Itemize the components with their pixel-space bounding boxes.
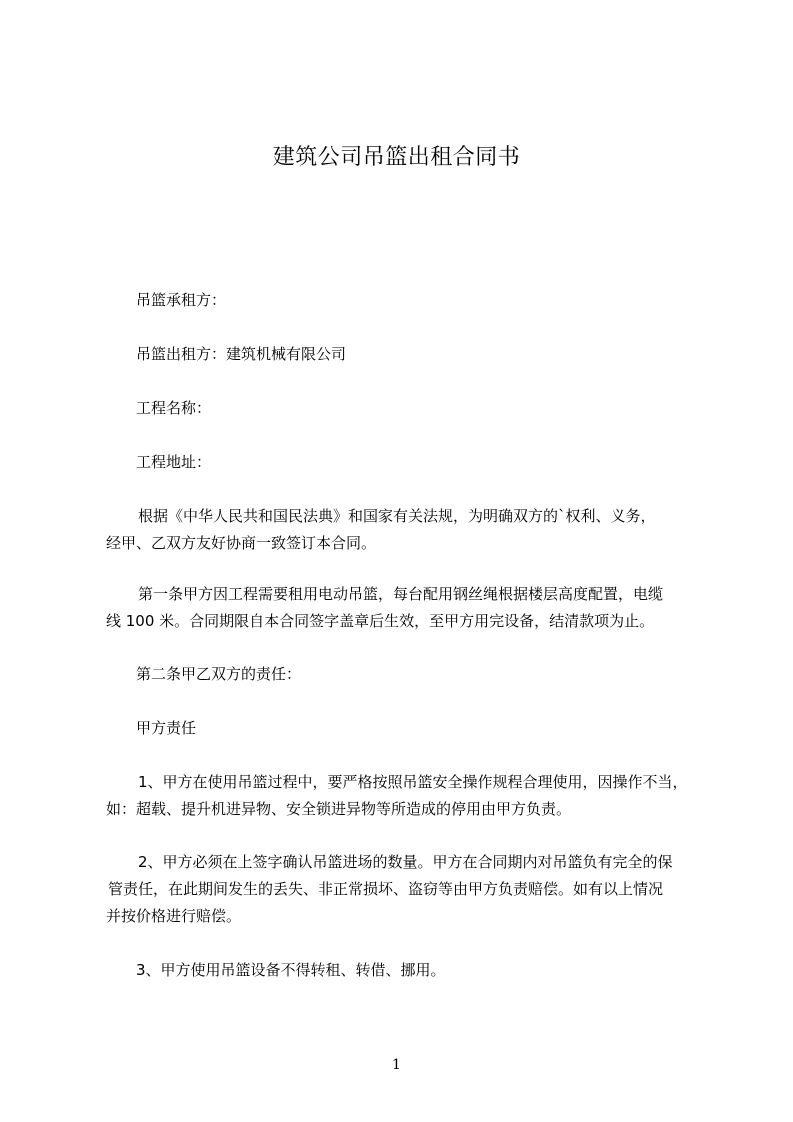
preamble-line-1: 根据《中华人民共和国民法典》和国家有关法规，为明确双方的`权利、义务， [138,507,656,525]
article1-line-2: 线 100 米。合同期限自本合同签字盖章后生效，至甲方用完设备，结清款项为止。 [106,612,655,630]
page-number: 1 [392,1057,401,1073]
party-a-heading: 甲方责任 [136,719,197,737]
item1-line-1: 1、甲方在使用吊篮过程中，要严格按照吊篮安全操作规程合理使用，因操作不当， [138,773,688,791]
item2-line-2: 管责任，在此期间发生的丢失、非正常损坏、盗窃等由甲方负责赔偿。如有以上情况 [108,880,664,898]
preamble-line-2: 经甲、乙双方友好协商一致签订本合同。 [106,534,377,552]
item1-line-2: 如：超载、提升机进异物、安全锁进异物等所造成的停用由甲方负责。 [106,800,572,818]
item2-line-3: 并按价格进行赔偿。 [106,907,242,925]
article2-heading: 第二条甲乙双方的责任： [136,665,302,683]
lessee-label: 吊篮承租方： [136,291,227,309]
article1-line-1: 第一条甲方因工程需要租用电动吊篮，每台配用钢丝绳根据楼层高度配置，电缆 [138,585,664,603]
project-name-label: 工程名称： [136,399,212,417]
lessor-line: 吊篮出租方：建筑机械有限公司 [136,345,347,363]
item3-line: 3、甲方使用吊篮设备不得转租、转借、挪用。 [136,961,446,979]
project-address-label: 工程地址： [136,453,212,471]
document-title: 建筑公司吊篮出租合同书 [272,145,521,170]
item2-line-1: 2、甲方必须在上签字确认吊篮进场的数量。甲方在合同期内对吊篮负有完全的保 [138,853,673,871]
